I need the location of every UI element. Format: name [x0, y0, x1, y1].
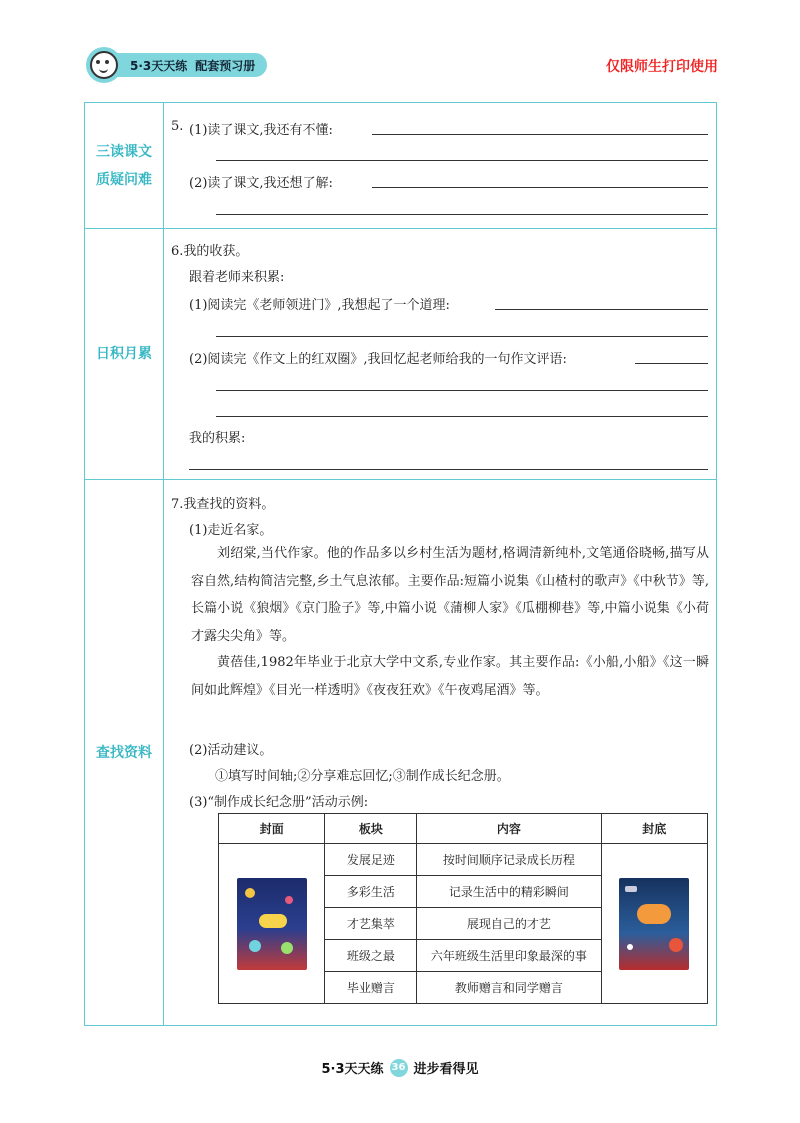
- content-cell: 按时间顺序记录成长历程: [417, 844, 601, 876]
- q6-prompt-a: (1)阅读完《老师领进门》,我想起了一个道理:: [189, 298, 450, 313]
- q5-prompt-a: (1)读了课文,我还有不懂:: [189, 123, 333, 138]
- q6-intro: 跟着老师来积累:: [189, 270, 285, 285]
- block-cell: 班级之最: [325, 940, 417, 972]
- answer-line[interactable]: [216, 416, 708, 417]
- answer-line[interactable]: [635, 363, 708, 364]
- front-cover-cell: [219, 844, 325, 1004]
- answer-line[interactable]: [189, 469, 708, 470]
- content-cell: 教师赠言和同学赠言: [417, 972, 601, 1004]
- content-cell: 记录生活中的精彩瞬间: [417, 876, 601, 908]
- answer-line[interactable]: [372, 134, 708, 135]
- usage-restriction: 仅限师生打印使用: [606, 59, 718, 75]
- block-cell: 多彩生活: [325, 876, 417, 908]
- block-cell: 才艺集萃: [325, 908, 417, 940]
- section-title-accumulate: [85, 229, 164, 479]
- content-cell: 六年班级生活里印象最深的事: [417, 940, 601, 972]
- table-header-row: [219, 814, 708, 844]
- q7-title: 7.我查找的资料。: [171, 497, 275, 512]
- q6-prompt-b: (2)阅读完《作文上的红双圈》,我回忆起老师给我的一句作文评语:: [189, 352, 567, 367]
- block-cell: 毕业赠言: [325, 972, 417, 1004]
- section-title-research-text: 查找资料: [96, 744, 152, 761]
- page-number: 36: [390, 1059, 408, 1077]
- q7-part1: (1)走近名家。: [189, 523, 273, 538]
- answer-line[interactable]: [216, 336, 708, 337]
- col-header: 板块: [325, 814, 417, 844]
- author-huang: 黄蓓佳,1982年毕业于北京大学中文系,专业作家。其主要作品:《小船,小船》《这一瞬间如此辉煌》《目光一样透明》《夜夜狂欢》《午夜鸡尾酒》等。: [191, 655, 709, 698]
- divider: [85, 228, 716, 229]
- q6-title: 6.我的收获。: [171, 244, 249, 259]
- series-name: 5·3天天练: [130, 58, 188, 73]
- col-header: 封面: [219, 814, 325, 844]
- answer-line[interactable]: [495, 309, 708, 310]
- section-title-questions-text: 三读课文质疑问难: [96, 143, 152, 188]
- answer-line[interactable]: [372, 187, 708, 188]
- footer-slogan: 进步看得见: [413, 1062, 479, 1077]
- author-liu: 刘绍棠,当代作家。他的作品多以乡村生活为题材,格调清新纯朴,文笔通俗晓畅,描写从容自然,结构简洁完整,乡土气息浓郁。主要作品:短篇小说集《山楂村的歌声》《中秋节》等,长篇小说《狼烟》《京门脸子》等,中篇小说《蒲柳人家》《瓜棚柳巷》等,中篇小说集《小荷才露尖尖角》等。: [191, 546, 709, 644]
- q5-prompt-b: (2)读了课文,我还想了解:: [189, 176, 333, 191]
- col-header: 封底: [601, 814, 707, 844]
- divider: [85, 479, 716, 480]
- page-footer: [0, 1058, 800, 1077]
- back-cover-cell: [601, 844, 707, 1004]
- q7-part2: (2)活动建议。: [189, 743, 273, 758]
- activity-suggestions: ①填写时间轴;②分享难忘回忆;③制作成长纪念册。: [215, 769, 510, 784]
- section-title-research: [85, 480, 164, 1025]
- table-row: [219, 844, 708, 876]
- section-title-accumulate-text: 日积月累: [96, 346, 152, 362]
- q5-number: 5.: [171, 119, 184, 134]
- content-cell: 展现自己的才艺: [417, 908, 601, 940]
- series-subtitle: 配套预习册: [195, 58, 256, 73]
- activity-table: [218, 813, 708, 1004]
- answer-line[interactable]: [216, 160, 708, 161]
- col-header: 内容: [417, 814, 601, 844]
- answer-line[interactable]: [216, 214, 708, 215]
- front-cover-image: [237, 878, 307, 970]
- section-title-questions: [85, 103, 164, 228]
- block-cell: 发展足迹: [325, 844, 417, 876]
- footer-series: 5·3天天练: [321, 1062, 384, 1077]
- q7-part3: (3)“制作成长纪念册”活动示例:: [189, 795, 369, 810]
- back-cover-image: [619, 878, 689, 970]
- answer-line[interactable]: [216, 390, 708, 391]
- mascot-logo-icon: [86, 47, 122, 83]
- brand-pill: [108, 53, 267, 77]
- page-header: [0, 0, 800, 100]
- q6-prompt-c: 我的积累:: [189, 431, 246, 446]
